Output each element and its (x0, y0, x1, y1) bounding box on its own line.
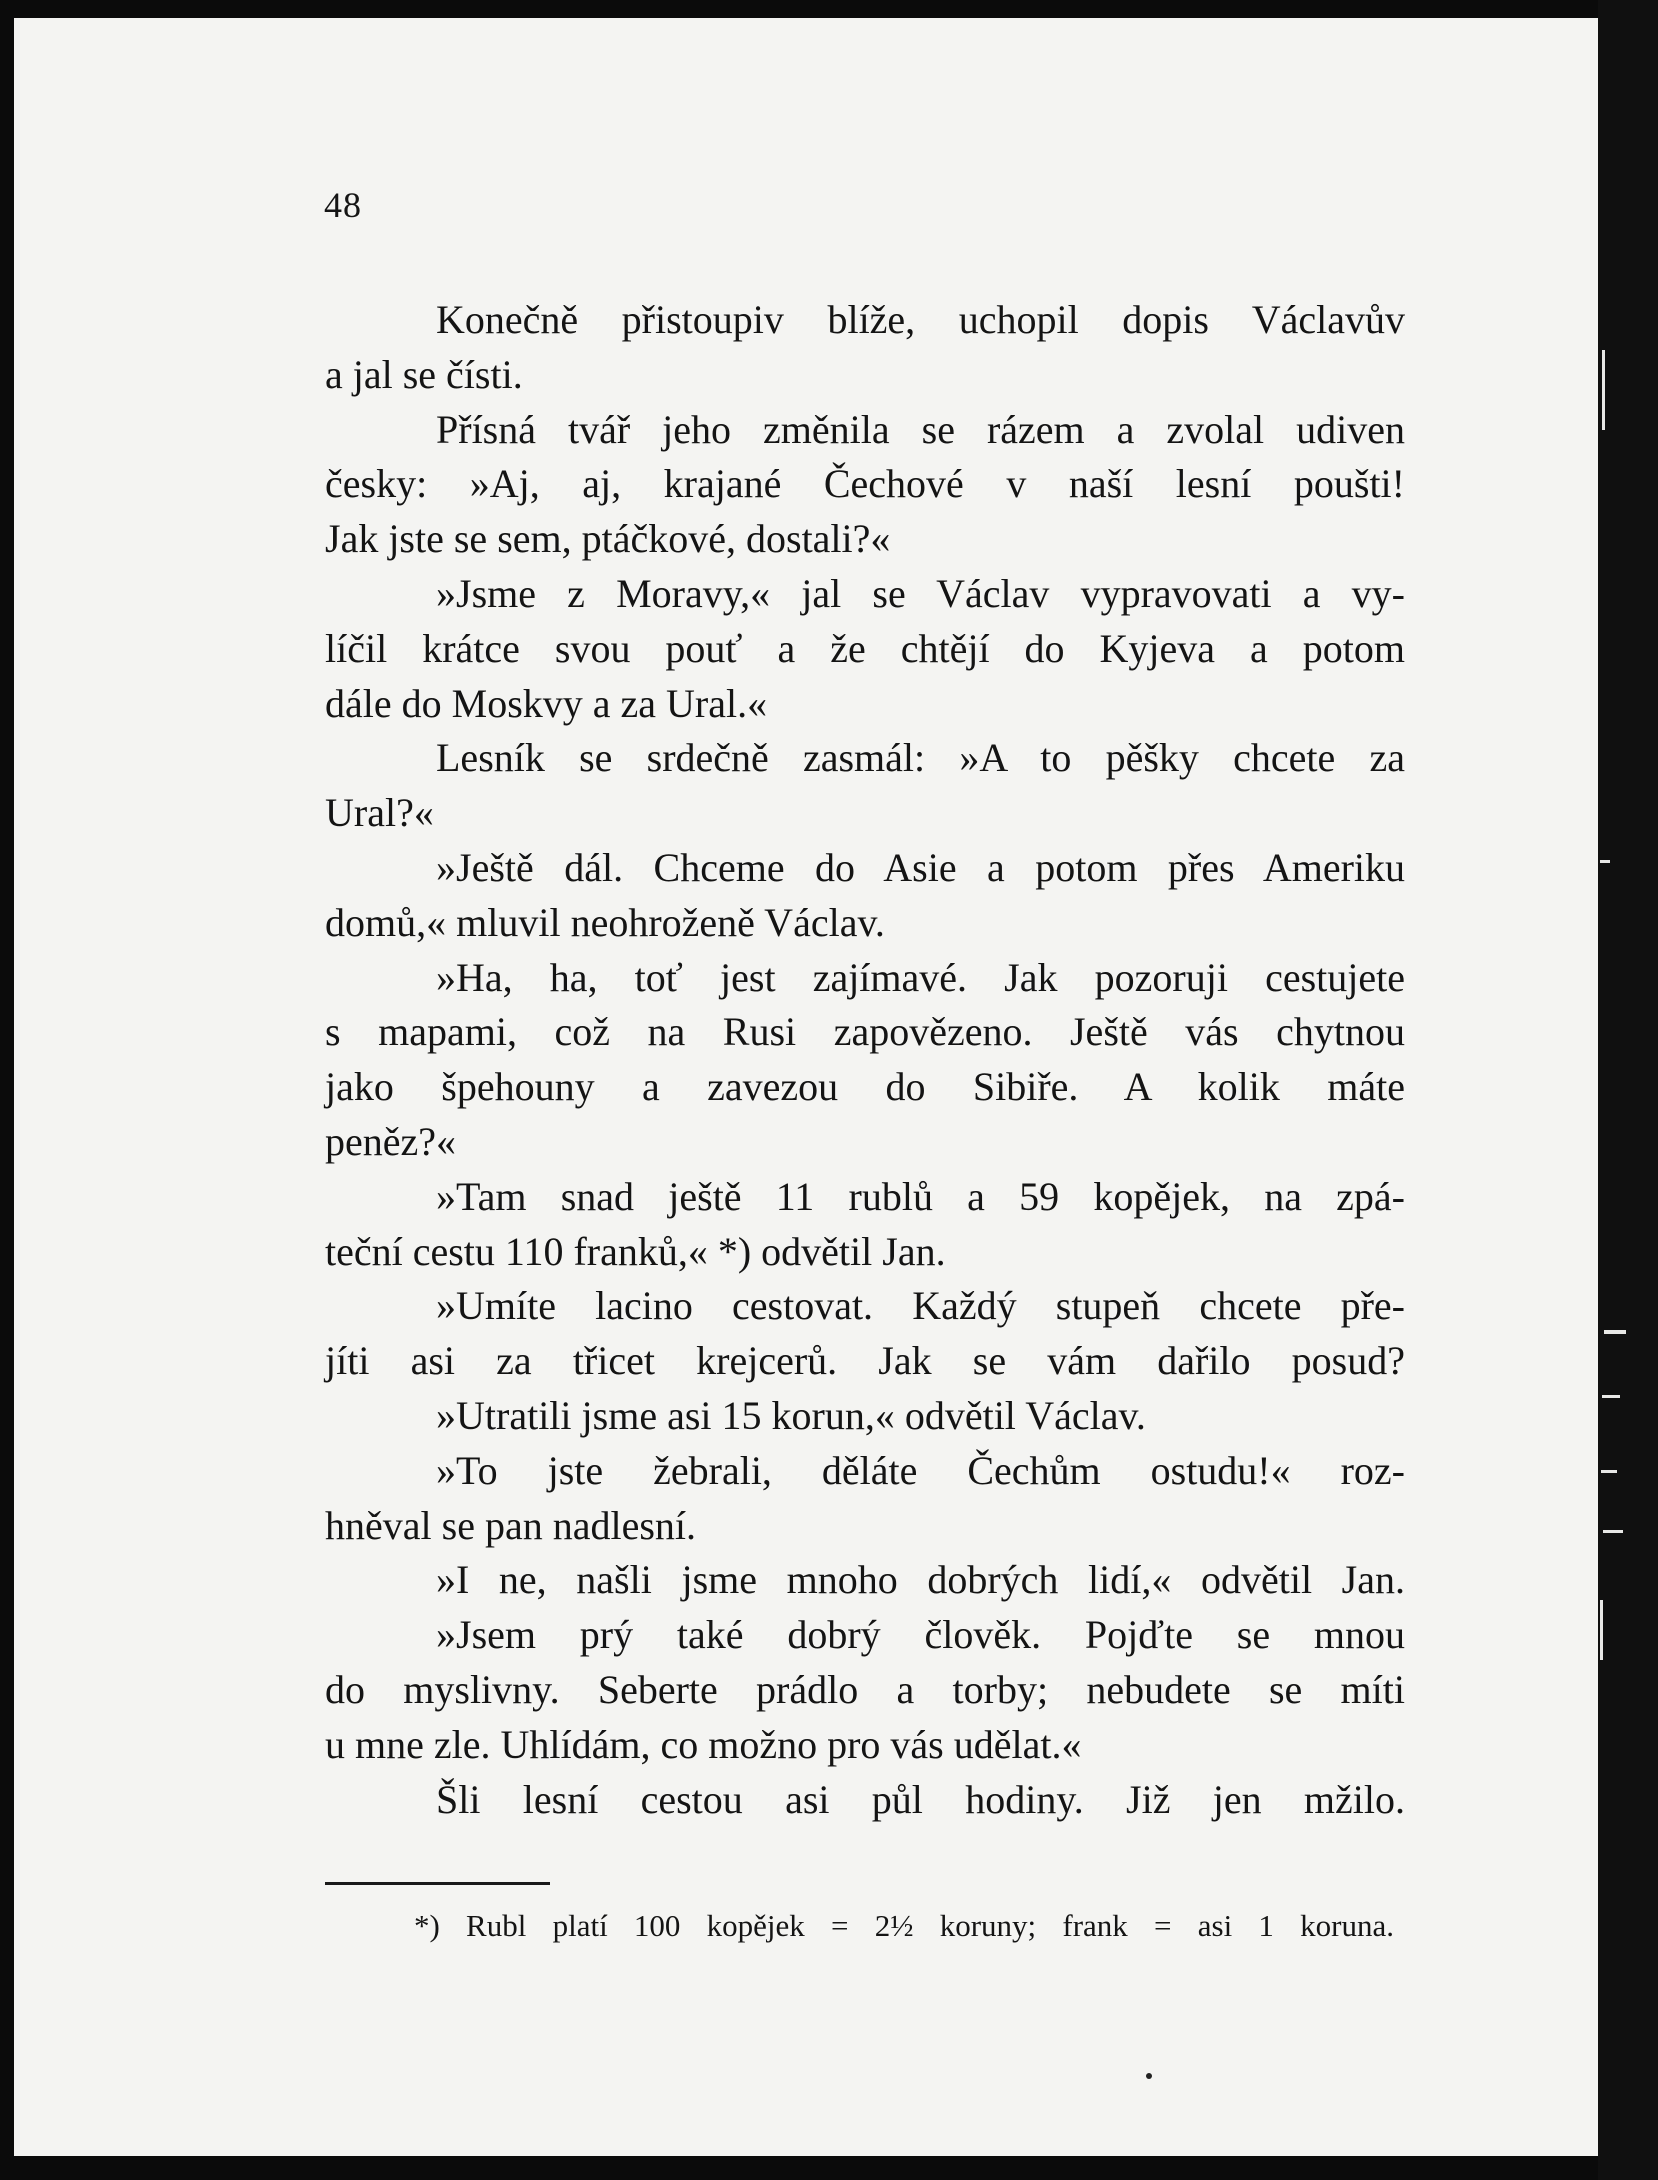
text-line: Konečně přistoupiv blíže, uchopil dopis Václavův (436, 297, 1405, 342)
text-line: »Ha, ha, toť jest zajímavé. Jak pozoruji cestujete (436, 954, 1405, 1000)
text-line: »I ne, našli jsme mnoho dobrých lidí,« odvětil Jan. (436, 1557, 1405, 1603)
text-line: »Jsem prý také dobrý člověk. Pojďte se mnou (436, 1612, 1405, 1658)
text-line: s mapami, což na Rusi zapovězeno. Ještě vás chytnou (325, 1009, 1405, 1055)
text-line: »Utratili jsme asi 15 korun,« odvětil Václav. (436, 1392, 1146, 1438)
text-line: »Ještě dál. Chceme do Asie a potom přes Ameriku (436, 844, 1405, 890)
print-speck (1146, 2073, 1152, 2079)
text-line: líčil krátce svou pouť a že chtějí do Kyjeva a potom (325, 625, 1405, 671)
text-line: do myslivny. Seberte prádlo a torby; nebudete se míti (325, 1666, 1405, 1712)
footnote: *) Rubl platí 100 kopějek = 2½ koruny; frank = asi 1 koruna. (414, 1908, 1394, 1943)
page-number: 48 (324, 185, 362, 225)
text-line: jíti asi za třicet krejcerů. Jak se vám dařilo posud? (325, 1338, 1405, 1384)
text-line: Šli lesní cestou asi půl hodiny. Již jen mžilo. (436, 1776, 1405, 1822)
body-text (325, 293, 1405, 1827)
edge-mark (1600, 1600, 1603, 1660)
text-line: peněz?« (325, 1118, 457, 1164)
text-line: hněval se pan nadlesní. (325, 1502, 696, 1548)
text-line: »Umíte lacino cestovat. Každý stupeň chcete pře- (436, 1283, 1405, 1329)
text-line: Ural?« (325, 790, 434, 836)
text-line: »Jsme z Moravy,« jal se Václav vypravovati a vy- (436, 570, 1405, 616)
adjacent-page-edge (1598, 0, 1658, 2180)
text-line: »To jste žebrali, děláte Čechům ostudu!« roz- (436, 1447, 1405, 1493)
text-line: Lesník se srdečně zasmál: »A to pěšky chcete za (436, 735, 1405, 781)
text-line: jako špehouny a zavezou do Sibiře. A kolik máte (325, 1064, 1405, 1110)
text-line: Přísná tvář jeho změnila se rázem a zvolal udiven (436, 406, 1405, 452)
edge-mark (1601, 1470, 1617, 1473)
edge-mark (1602, 350, 1605, 430)
text-line: »Tam snad ještě 11 rublů a 59 kopějek, na zpá- (436, 1173, 1405, 1219)
text-line: Jak jste se sem, ptáčkové, dostali?« (325, 516, 891, 562)
edge-mark (1603, 1530, 1623, 1533)
text-line: domů,« mluvil neohroženě Václav. (325, 899, 885, 945)
text-line: teční cestu 110 franků,« *) odvětil Jan. (325, 1228, 946, 1274)
edge-mark (1604, 1330, 1626, 1334)
text-line: česky: »Aj, aj, krajané Čechové v naší lesní poušti! (325, 461, 1405, 507)
text-line: a jal se čísti. (325, 351, 523, 397)
edge-mark (1600, 860, 1610, 863)
text-line: u mne zle. Uhlídám, co možno pro vás udělat.« (325, 1721, 1082, 1767)
footnote-divider (325, 1882, 550, 1885)
edge-mark (1602, 1395, 1620, 1398)
text-line: dále do Moskvy a za Ural.« (325, 680, 768, 726)
